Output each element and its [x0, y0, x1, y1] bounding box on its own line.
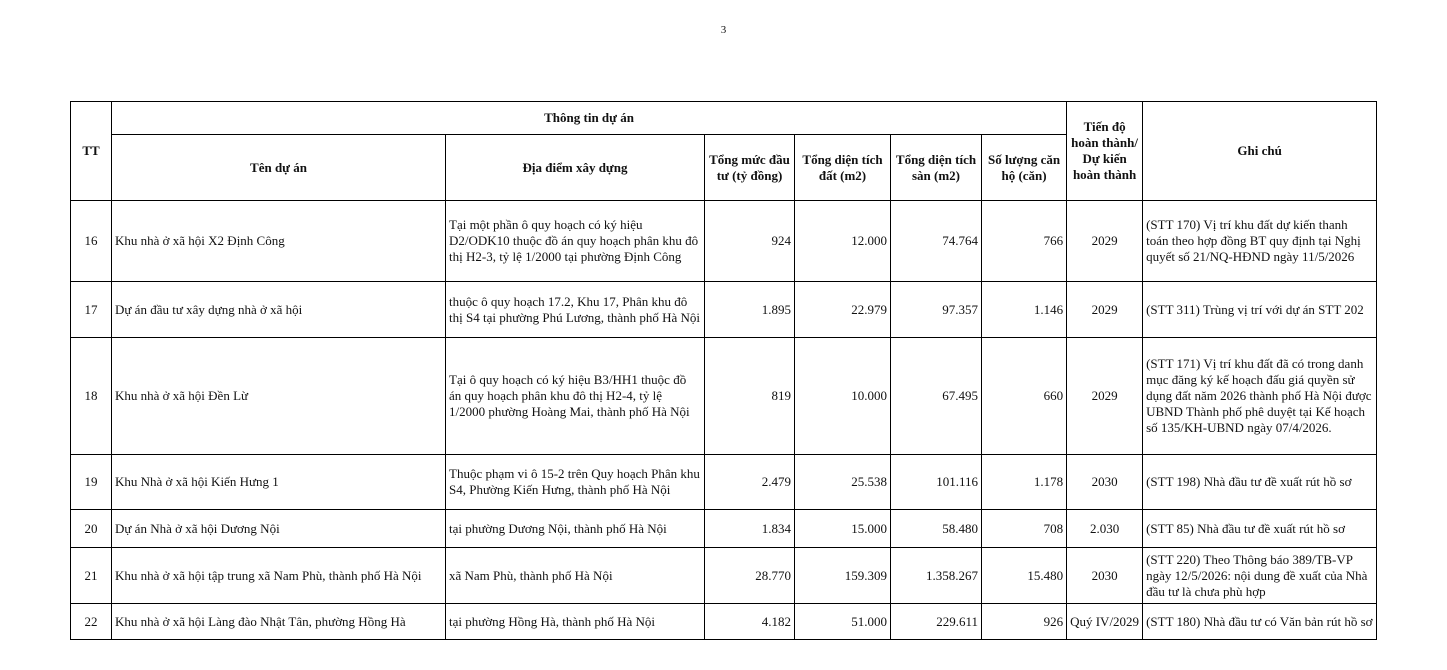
- completion-progress: 2029: [1067, 282, 1143, 338]
- floor-area-value: 58.480: [891, 510, 982, 548]
- project-location: Thuộc phạm vi ô 15-2 trên Quy hoạch Phân khu S4, Phường Kiến Hưng, thành phố Hà Nội: [446, 455, 705, 510]
- header-note: Ghi chú: [1143, 102, 1377, 201]
- project-name: Khu nhà ở xã hội Đền Lừ: [112, 338, 446, 455]
- investment-value: 4.182: [705, 604, 795, 640]
- land-area-value: 12.000: [795, 201, 891, 282]
- completion-progress: Quý IV/2029: [1067, 604, 1143, 640]
- row-number: 22: [71, 604, 112, 640]
- project-name: Dự án đầu tư xây dựng nhà ở xã hội: [112, 282, 446, 338]
- row-number: 16: [71, 201, 112, 282]
- project-location: Tại ô quy hoạch có ký hiệu B3/HH1 thuộc đồ án quy hoạch phân khu đô thị H2-4, tỷ lệ 1/2000 phường Hoàng Mai, thành phố Hà Nội: [446, 338, 705, 455]
- investment-value: 1.834: [705, 510, 795, 548]
- investment-value: 924: [705, 201, 795, 282]
- project-note: (STT 171) Vị trí khu đất đã có trong danh mục đăng ký kế hoạch đấu giá quyền sử dụng đất năm 2026 thành phố Hà Nội được UBND Thành phố phê duyệt tại Kế hoạch số 135/KH-UBND ngày 07/4/2026.: [1143, 338, 1377, 455]
- row-number: 18: [71, 338, 112, 455]
- floor-area-value: 67.495: [891, 338, 982, 455]
- land-area-value: 25.538: [795, 455, 891, 510]
- completion-progress: 2029: [1067, 201, 1143, 282]
- header-location: Địa điểm xây dựng: [446, 135, 705, 201]
- unit-count-value: 926: [982, 604, 1067, 640]
- project-note: (STT 180) Nhà đầu tư có Văn bản rút hồ sơ: [1143, 604, 1377, 640]
- completion-progress: 2029: [1067, 338, 1143, 455]
- unit-count-value: 15.480: [982, 548, 1067, 604]
- land-area-value: 51.000: [795, 604, 891, 640]
- table-row: [71, 201, 1377, 282]
- table-row: [71, 510, 1377, 548]
- header-project-name: Tên dự án: [112, 135, 446, 201]
- land-area-value: 159.309: [795, 548, 891, 604]
- project-name: Dự án Nhà ở xã hội Dương Nội: [112, 510, 446, 548]
- land-area-value: 15.000: [795, 510, 891, 548]
- floor-area-value: 1.358.267: [891, 548, 982, 604]
- project-note: (STT 198) Nhà đầu tư đề xuất rút hồ sơ: [1143, 455, 1377, 510]
- table-row: [71, 604, 1377, 640]
- project-note: (STT 220) Theo Thông báo 389/TB-VP ngày 12/5/2026: nội dung đề xuất của Nhà đầu tư là chưa phù hợp: [1143, 548, 1377, 604]
- project-name: Khu nhà ở xã hội X2 Định Công: [112, 201, 446, 282]
- header-units: Số lượng căn hộ (căn): [982, 135, 1067, 201]
- project-name: Khu nhà ở xã hội tập trung xã Nam Phù, thành phố Hà Nội: [112, 548, 446, 604]
- investment-value: 2.479: [705, 455, 795, 510]
- project-location: thuộc ô quy hoạch 17.2, Khu 17, Phân khu đô thị S4 tại phường Phú Lương, thành phố Hà Nội: [446, 282, 705, 338]
- page-number: 3: [720, 24, 727, 36]
- investment-value: 28.770: [705, 548, 795, 604]
- floor-area-value: 229.611: [891, 604, 982, 640]
- project-name: Khu Nhà ở xã hội Kiến Hưng 1: [112, 455, 446, 510]
- project-note: (STT 85) Nhà đầu tư đề xuất rút hồ sơ: [1143, 510, 1377, 548]
- unit-count-value: 1.146: [982, 282, 1067, 338]
- unit-count-value: 660: [982, 338, 1067, 455]
- investment-value: 1.895: [705, 282, 795, 338]
- header-project-info: Thông tin dự án: [112, 102, 1067, 135]
- investment-value: 819: [705, 338, 795, 455]
- header-progress: Tiến độ hoàn thành/ Dự kiến hoàn thành: [1067, 102, 1143, 201]
- project-location: tại phường Hồng Hà, thành phố Hà Nội: [446, 604, 705, 640]
- header-floor-area: Tổng diện tích sàn (m2): [891, 135, 982, 201]
- table-row: [71, 282, 1377, 338]
- completion-progress: 2030: [1067, 548, 1143, 604]
- completion-progress: 2.030: [1067, 510, 1143, 548]
- floor-area-value: 101.116: [891, 455, 982, 510]
- project-location: Tại một phần ô quy hoạch có ký hiệu D2/ODK10 thuộc đồ án quy hoạch phân khu đô thị H2-3, tỷ lệ 1/2000 tại phường Định Công: [446, 201, 705, 282]
- project-name: Khu nhà ở xã hội Làng đào Nhật Tân, phường Hồng Hà: [112, 604, 446, 640]
- header-land-area: Tổng diện tích đất (m2): [795, 135, 891, 201]
- project-table: [70, 101, 1377, 640]
- floor-area-value: 97.357: [891, 282, 982, 338]
- project-note: (STT 311) Trùng vị trí với dự án STT 202: [1143, 282, 1377, 338]
- completion-progress: 2030: [1067, 455, 1143, 510]
- table-row: [71, 455, 1377, 510]
- table-row: [71, 548, 1377, 604]
- row-number: 19: [71, 455, 112, 510]
- land-area-value: 22.979: [795, 282, 891, 338]
- table-row: [71, 338, 1377, 455]
- unit-count-value: 766: [982, 201, 1067, 282]
- land-area-value: 10.000: [795, 338, 891, 455]
- unit-count-value: 708: [982, 510, 1067, 548]
- project-note: (STT 170) Vị trí khu đất dự kiến thanh toán theo hợp đồng BT quy định tại Nghị quyết số 21/NQ-HĐND ngày 11/5/2026: [1143, 201, 1377, 282]
- table-header: [71, 102, 1377, 201]
- floor-area-value: 74.764: [891, 201, 982, 282]
- project-location: tại phường Dương Nội, thành phố Hà Nội: [446, 510, 705, 548]
- header-investment: Tổng mức đầu tư (tỷ đồng): [705, 135, 795, 201]
- table-body: [71, 201, 1377, 640]
- row-number: 17: [71, 282, 112, 338]
- unit-count-value: 1.178: [982, 455, 1067, 510]
- project-location: xã Nam Phù, thành phố Hà Nội: [446, 548, 705, 604]
- header-tt: TT: [71, 102, 112, 201]
- row-number: 20: [71, 510, 112, 548]
- row-number: 21: [71, 548, 112, 604]
